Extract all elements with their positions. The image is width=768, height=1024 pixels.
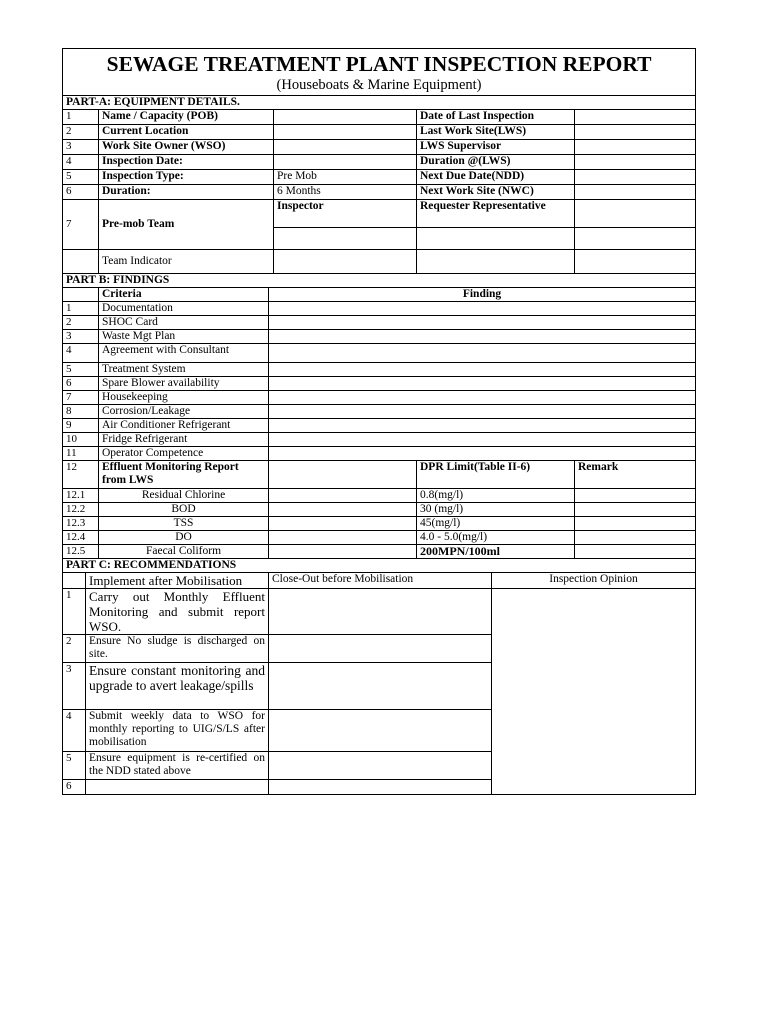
name-capacity-field[interactable]: [274, 110, 417, 125]
criteria-item: Treatment System: [99, 363, 269, 377]
effluent-finding-field[interactable]: [269, 461, 417, 489]
finding-field[interactable]: [269, 302, 696, 316]
criteria-item: Agreement with Consultant: [99, 344, 269, 363]
part-c-table: [62, 558, 696, 795]
team-indicator-field[interactable]: [417, 250, 575, 274]
row-number: [63, 250, 99, 274]
row-number: 12.1: [63, 489, 99, 503]
last-inspection-date-field[interactable]: [575, 110, 696, 125]
criteria-item: Corrosion/Leakage: [99, 405, 269, 419]
finding-field[interactable]: [269, 344, 696, 363]
row-number: 5: [63, 363, 99, 377]
row-number: 1: [63, 302, 99, 316]
requester-cell[interactable]: [575, 200, 696, 228]
opinion-header: Inspection Opinion: [492, 573, 696, 589]
part-b-heading: PART B: FINDINGS: [63, 274, 696, 288]
row-number: 12.5: [63, 545, 99, 559]
inspection-date-field[interactable]: [274, 155, 417, 170]
criteria-item: Waste Mgt Plan: [99, 330, 269, 344]
inspector-label: Inspector: [274, 200, 417, 228]
closeout-field[interactable]: [269, 752, 492, 780]
team-indicator-label: Team Indicator: [99, 250, 274, 274]
remark-field[interactable]: [575, 545, 696, 559]
field-label: Current Location: [99, 125, 274, 140]
inspection-type-field[interactable]: Pre Mob: [274, 170, 417, 185]
report-subtitle: (Houseboats & Marine Equipment): [276, 77, 482, 93]
inspection-opinion-field[interactable]: [492, 589, 696, 795]
dpr-limit-header: DPR Limit(Table II-6): [417, 461, 575, 489]
row-number: 10: [63, 433, 99, 447]
finding-field[interactable]: [269, 363, 696, 377]
effluent-parameter: Faecal Coliform: [99, 545, 269, 559]
effluent-value-field[interactable]: [269, 503, 417, 517]
finding-field[interactable]: [269, 433, 696, 447]
dpr-limit-value: 4.0 - 5.0(mg/l): [417, 531, 575, 545]
requester-extra-field[interactable]: [575, 228, 696, 250]
recommendation-text: Ensure constant monitoring and upgrade to avert leakage/spills: [86, 663, 269, 710]
remark-field[interactable]: [575, 517, 696, 531]
field-label: Last Work Site(LWS): [417, 125, 575, 140]
row-number: 12: [63, 461, 99, 489]
row-number: 1: [63, 589, 86, 635]
row-number: 5: [63, 170, 99, 185]
current-location-field[interactable]: [274, 125, 417, 140]
recommendation-text[interactable]: [86, 780, 269, 795]
dpr-limit-value: 0.8(mg/l): [417, 489, 575, 503]
inspection-report-form: [62, 48, 695, 795]
row-number: 2: [63, 125, 99, 140]
row-number: 12.4: [63, 531, 99, 545]
closeout-field[interactable]: [269, 710, 492, 752]
field-label: Work Site Owner (WSO): [99, 140, 274, 155]
finding-field[interactable]: [269, 330, 696, 344]
remark-field[interactable]: [575, 489, 696, 503]
row-number: 8: [63, 405, 99, 419]
field-label: Duration @(LWS): [417, 155, 575, 170]
implement-header: Implement after Mobilisation: [86, 573, 269, 589]
field-label: Duration:: [99, 185, 274, 200]
row-number: 7: [63, 391, 99, 405]
row-number: 11: [63, 447, 99, 461]
closeout-field[interactable]: [269, 635, 492, 663]
blank-cell: [63, 573, 86, 589]
recommendation-text: Ensure No sludge is discharged on site.: [86, 635, 269, 663]
next-due-date-field[interactable]: [575, 170, 696, 185]
field-label: Name / Capacity (POB): [99, 110, 274, 125]
field-label: LWS Supervisor: [417, 140, 575, 155]
effluent-parameter: TSS: [99, 517, 269, 531]
criteria-item: Housekeeping: [99, 391, 269, 405]
requester-name-field[interactable]: [417, 228, 575, 250]
row-number: 2: [63, 316, 99, 330]
field-label: Inspection Type:: [99, 170, 274, 185]
inspector-name-field[interactable]: [274, 228, 417, 250]
criteria-header: Criteria: [99, 288, 269, 302]
finding-field[interactable]: [269, 391, 696, 405]
lws-supervisor-field[interactable]: [575, 140, 696, 155]
remark-field[interactable]: [575, 531, 696, 545]
closeout-header: Close-Out before Mobilisation: [269, 573, 492, 589]
row-number: 3: [63, 663, 86, 710]
row-number: 2: [63, 635, 86, 663]
finding-field[interactable]: [269, 316, 696, 330]
dpr-limit-value: 200MPN/100ml: [417, 545, 575, 559]
part-a-heading: PART-A: EQUIPMENT DETAILS.: [63, 96, 696, 110]
field-label: Date of Last Inspection: [417, 110, 575, 125]
criteria-item: SHOC Card: [99, 316, 269, 330]
finding-field[interactable]: [269, 419, 696, 433]
row-number: 6: [63, 780, 86, 795]
criteria-item: Spare Blower availability: [99, 377, 269, 391]
dpr-limit-value: 30 (mg/l): [417, 503, 575, 517]
row-number: 3: [63, 330, 99, 344]
field-label: Inspection Date:: [99, 155, 274, 170]
row-number: 4: [63, 344, 99, 363]
next-work-site-field[interactable]: [575, 185, 696, 200]
blank-cell: [63, 288, 99, 302]
effluent-parameter: Residual Chlorine: [99, 489, 269, 503]
row-number: 9: [63, 419, 99, 433]
criteria-item: Documentation: [99, 302, 269, 316]
recommendation-text: Ensure equipment is re-certified on the NDD stated above: [86, 752, 269, 780]
effluent-value-field[interactable]: [269, 545, 417, 559]
dpr-limit-value: 45(mg/l): [417, 517, 575, 531]
row-number: 7: [63, 200, 99, 250]
effluent-value-field[interactable]: [269, 531, 417, 545]
closeout-field[interactable]: [269, 663, 492, 710]
criteria-item: Fridge Refrigerant: [99, 433, 269, 447]
row-number: 4: [63, 155, 99, 170]
team-indicator-field[interactable]: [274, 250, 417, 274]
recommendation-text: Submit weekly data to WSO for monthly reporting to UIG/S/LS after mobilisation: [86, 710, 269, 752]
duration-field[interactable]: 6 Months: [274, 185, 417, 200]
finding-field[interactable]: [269, 447, 696, 461]
field-label: Next Work Site (NWC): [417, 185, 575, 200]
row-number: 5: [63, 752, 86, 780]
last-work-site-field[interactable]: [575, 125, 696, 140]
effluent-value-field[interactable]: [269, 517, 417, 531]
work-site-owner-field[interactable]: [274, 140, 417, 155]
row-number: 1: [63, 110, 99, 125]
report-title: SEWAGE TREATMENT PLANT INSPECTION REPORT: [106, 52, 652, 76]
effluent-monitoring-label: Effluent Monitoring Report from LWS: [99, 461, 269, 489]
row-number: 6: [63, 185, 99, 200]
closeout-field[interactable]: [269, 589, 492, 635]
pre-mob-team-label: Pre-mob Team: [99, 200, 274, 250]
remark-header: Remark: [575, 461, 696, 489]
finding-field[interactable]: [269, 405, 696, 419]
remark-field[interactable]: [575, 503, 696, 517]
part-c-heading: PART C: RECOMMENDATIONS: [63, 559, 696, 573]
criteria-item: Air Conditioner Refrigerant: [99, 419, 269, 433]
row-number: 6: [63, 377, 99, 391]
part-a-table: [62, 48, 696, 274]
duration-lws-field[interactable]: [575, 155, 696, 170]
team-indicator-field[interactable]: [575, 250, 696, 274]
finding-header: Finding: [269, 288, 696, 302]
recommendation-text: Carry out Monthly Effluent Monitoring and submit report WSO.: [86, 589, 269, 635]
requester-label: Requester Representative: [417, 200, 575, 228]
criteria-item: Operator Competence: [99, 447, 269, 461]
row-number: 3: [63, 140, 99, 155]
finding-field[interactable]: [269, 377, 696, 391]
closeout-field[interactable]: [269, 780, 492, 795]
effluent-parameter: DO: [99, 531, 269, 545]
field-label: Next Due Date(NDD): [417, 170, 575, 185]
row-number: 12.3: [63, 517, 99, 531]
effluent-value-field[interactable]: [269, 489, 417, 503]
row-number: 4: [63, 710, 86, 752]
part-b-table: [62, 273, 696, 559]
effluent-parameter: BOD: [99, 503, 269, 517]
row-number: 12.2: [63, 503, 99, 517]
